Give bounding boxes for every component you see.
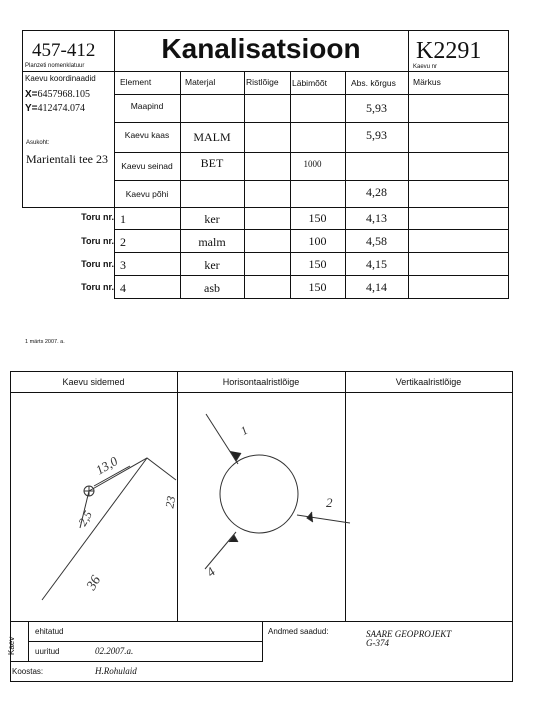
- col-level: Abs. kõrgus: [351, 78, 396, 88]
- pipe-level: 4,13: [366, 211, 387, 225]
- row-diameter: 1000: [303, 159, 322, 169]
- pipe-label: Toru nr.: [81, 259, 114, 269]
- tie-label-b: 2,5: [75, 508, 95, 529]
- col-material: Materjal: [185, 77, 216, 87]
- pipe-material: malm: [198, 235, 226, 249]
- panel-title-vertical: Vertikaalristlõige: [395, 377, 462, 387]
- pipe-material: ker: [204, 258, 220, 272]
- nomenclature-label: Planzeti nomenklatuur: [25, 63, 85, 69]
- pipe-diameter: 100: [308, 234, 327, 248]
- well-side-label: Kaev: [7, 636, 16, 655]
- surveyed-label: uuritud: [35, 647, 60, 656]
- row-material: BET: [200, 156, 224, 170]
- coordinate-x-label: X=: [25, 89, 38, 100]
- page-title: Kanalisatsioon: [161, 33, 361, 64]
- coordinate-y-label: Y=: [25, 103, 38, 114]
- pipe-level: 4,14: [366, 280, 387, 294]
- row-element: Kaevu põhi: [125, 189, 169, 199]
- author-label: Koostas:: [12, 667, 44, 676]
- col-diameter: Läbimõõt: [292, 78, 327, 88]
- pipe-diameter: 150: [308, 211, 327, 225]
- built-label: ehitatud: [35, 627, 64, 636]
- pipe-diameter: 150: [308, 257, 327, 271]
- data-source-value: SAARE GEOPROJEKT: [366, 629, 452, 639]
- coordinate-x-value: 6457968.105: [37, 89, 91, 100]
- data-source-label: Andmed saadud:: [268, 627, 329, 636]
- date-note: 1 märts 2007. a.: [25, 339, 65, 345]
- coordinate-y-value: 412474.074: [37, 103, 86, 114]
- pipe-number: 4: [120, 281, 126, 295]
- pipe-level: 4,58: [366, 234, 387, 248]
- pipe-material: ker: [204, 212, 220, 226]
- location-label: Asukoht:: [26, 140, 50, 146]
- surveyed-value: 02.2007.a.: [95, 646, 134, 656]
- panel-title-ties: Kaevu sidemed: [62, 377, 125, 387]
- pipe-number: 3: [120, 258, 126, 272]
- pipe-4-line: [205, 532, 236, 569]
- pipe-label: Toru nr.: [81, 236, 114, 246]
- pipe-level: 4,15: [366, 257, 387, 271]
- tie-label-d: 36: [84, 573, 105, 594]
- pipe-2-line: [297, 515, 350, 523]
- data-source-code: G-374: [366, 638, 389, 648]
- row-level: 4,28: [366, 185, 387, 199]
- row-element: Maapind: [130, 101, 164, 111]
- row-level: 5,93: [366, 101, 387, 115]
- pipe-diameter: 150: [308, 280, 327, 294]
- author-value: H.Rohulaid: [95, 666, 137, 676]
- coordinates-label: Kaevu koordinaadid: [25, 74, 96, 83]
- pipe-mark-4: 4: [203, 564, 219, 580]
- pipe-number: 2: [120, 235, 126, 249]
- location-value: Marientali tee 23: [26, 152, 108, 166]
- pipe-label: Toru nr.: [81, 282, 114, 292]
- nomenclature-value: 457-412: [32, 40, 96, 61]
- panel-title-horizontal: Horisontaalristlõige: [222, 377, 300, 387]
- pipe-mark-1: 1: [238, 422, 251, 439]
- pipe-mark-2: 2: [326, 495, 333, 510]
- row-element: Kaevu seinad: [121, 161, 173, 171]
- pipe-number: 1: [120, 212, 126, 226]
- well-number: K2291: [416, 38, 482, 64]
- tie-label-c: 23: [162, 494, 179, 510]
- row-element: Kaevu kaas: [124, 130, 170, 140]
- col-element: Element: [120, 77, 152, 87]
- tie-label-a: 13,0: [92, 453, 121, 478]
- pipe-material: asb: [204, 281, 220, 295]
- col-cross-section: Ristlõige: [246, 77, 279, 87]
- col-remark: Märkus: [413, 77, 441, 87]
- row-level: 5,93: [366, 128, 387, 142]
- row-material: MALM: [193, 130, 231, 144]
- well-number-label: Kaevu nr: [413, 64, 438, 70]
- well-circle: [220, 455, 298, 533]
- pipe-label: Toru nr.: [81, 212, 114, 222]
